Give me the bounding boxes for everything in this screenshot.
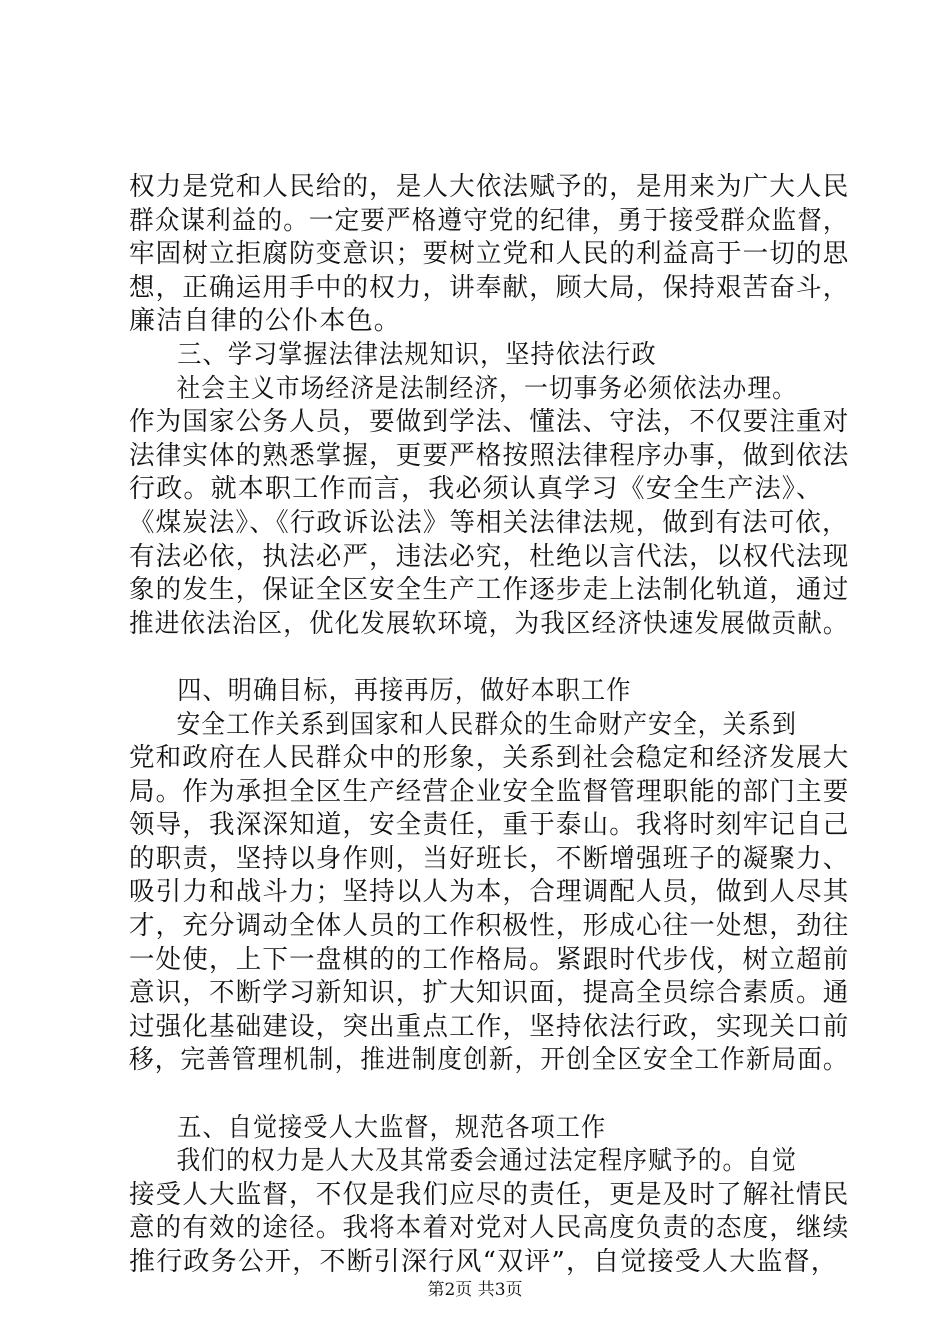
blank-line <box>129 641 849 675</box>
text-line: 吸引力和战斗力；坚持以人为本，合理调配人员，做到人尽其 <box>129 877 850 908</box>
text-line: 移，完善管理机制，推进制度创新，开创全区安全工作新局面。 <box>129 1045 849 1076</box>
text-line: 意识，不断学习新知识，扩大知识面，提高全员综合素质。通 <box>129 978 850 1009</box>
text-line: 作为国家公务人员，要做到学法、懂法、守法，不仅要注重对 <box>129 407 850 438</box>
text-line: 安全工作关系到国家和人民群众的生命财产安全，关系到 <box>176 709 798 740</box>
page-footer: 第2页 共3页 <box>427 1280 523 1300</box>
text-line: 过强化基础建设，突出重点工作，坚持依法行政，实现关口前 <box>129 1011 850 1042</box>
text-line: 的职责，坚持以身作则，当好班长，不断增强班子的凝聚力、 <box>129 843 850 874</box>
text-line: 三、学习掌握法律法规知识，坚持依法行政 <box>177 339 657 370</box>
document-body <box>129 171 849 1280</box>
text-line: 有法必依，执法必严，违法必究，杜绝以言代法，以权代法现 <box>129 541 850 572</box>
text-line: 象的发生，保证全区安全生产工作逐步走上法制化轨道，通过 <box>129 575 850 606</box>
text-line: 我们的权力是人大及其常委会通过法定程序赋予的。自觉 <box>176 1146 798 1177</box>
text-line: 意的有效的途径。我将本着对党对人民高度负责的态度，继续 <box>129 1213 850 1244</box>
text-line: 推行政务公开，不断引深行风“双评”，自觉接受人大监督， <box>129 1247 838 1277</box>
text-line: 群众谋利益的。一定要严格遵守党的纪律，勇于接受群众监督， <box>129 205 849 236</box>
text-line: 一处使，上下一盘棋的的工作格局。紧跟时代步伐，树立超前 <box>129 944 850 975</box>
text-line: 局。作为承担全区生产经营企业安全监督管理职能的部门主要 <box>129 776 850 807</box>
text-line: 廉洁自律的公仆本色。 <box>129 306 402 337</box>
text-line: 推进依法治区，优化发展软环境，为我区经济快速发展做贡献。 <box>129 608 849 639</box>
text-line: 党和政府在人民群众中的形象，关系到社会稳定和经济发展大 <box>129 743 850 774</box>
text-line: 行政。就本职工作而言，我必须认真学习《安全生产法》、 <box>129 474 824 505</box>
text-line: 社会主义市场经济是法制经济，一切事务必须依法办理。 <box>176 373 798 404</box>
blank-line <box>129 1078 849 1112</box>
text-line: 牢固树立拒腐防变意识；要树立党和人民的利益高于一切的思 <box>129 239 850 270</box>
text-line: 想，正确运用手中的权力，讲奉献，顾大局，保持艰苦奋斗， <box>129 272 850 303</box>
text-line: 权力是党和人民给的，是人大依法赋予的，是用来为广大人民 <box>129 172 850 202</box>
text-line: 五、自觉接受人大监督，规范各项工作 <box>177 1112 607 1143</box>
text-line: 接受人大监督，不仅是我们应尽的责任，更是及时了解社情民 <box>129 1179 850 1210</box>
text-line: 领导，我深深知道，安全责任，重于泰山。我将时刻牢记自己 <box>129 810 850 841</box>
text-line: 法律实体的熟悉掌握，更要严格按照法律程序办事，做到依法 <box>129 440 850 471</box>
text-line: 《煤炭法》、《行政诉讼法》等相关法律法规，做到有法可依， <box>129 507 849 538</box>
text-line: 四、明确目标，再接再厉，做好本职工作 <box>177 675 632 706</box>
text-line: 才，充分调动全体人员的工作积极性，形成心往一处想，劲往 <box>129 911 850 942</box>
